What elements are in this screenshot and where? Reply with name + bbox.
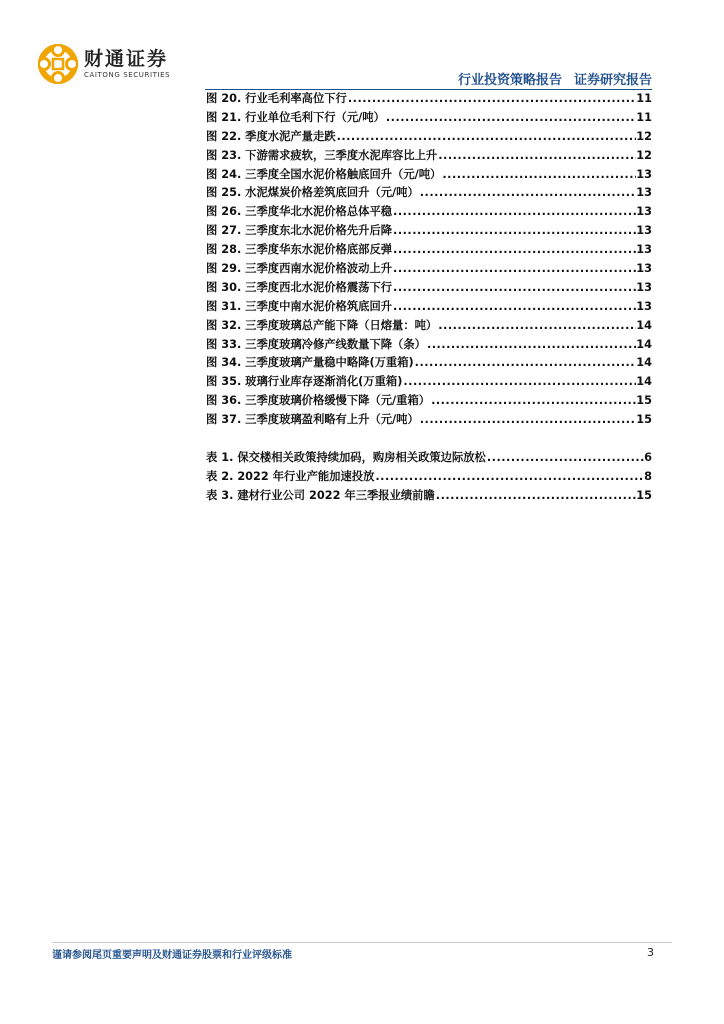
dot-leader <box>392 224 636 237</box>
figure-entry[interactable] <box>206 373 652 392</box>
dot-leader <box>437 319 636 332</box>
table-entry-label: 表 2. 2022 年行业产能加速投放 <box>206 469 375 483</box>
figure-entry-label: 图 29. 三季度西南水泥价格波动上升 <box>206 262 393 276</box>
dot-leader <box>414 356 637 369</box>
figure-entry-page: 15 <box>636 394 652 408</box>
dot-leader <box>392 281 636 294</box>
figure-entry[interactable] <box>206 317 652 336</box>
figure-entry[interactable] <box>206 184 652 203</box>
figure-entry-page: 14 <box>636 337 652 351</box>
figure-entry-page: 13 <box>636 243 652 257</box>
figure-entry-label: 图 33. 三季度玻璃冷修产线数量下降（条） <box>206 337 426 351</box>
page-number: 3 <box>647 946 654 959</box>
figure-entry-page: 13 <box>636 224 652 238</box>
figure-entry[interactable] <box>206 279 652 298</box>
dot-leader <box>392 300 636 313</box>
dot-leader <box>374 470 644 483</box>
figure-entry[interactable] <box>206 109 652 128</box>
figure-entry[interactable] <box>206 392 652 411</box>
report-type: 行业投资策略报告 <box>457 73 562 88</box>
figure-entry-page: 13 <box>636 186 652 200</box>
figure-entry[interactable] <box>206 147 652 166</box>
table-entry[interactable] <box>206 449 652 468</box>
dot-leader <box>419 413 637 426</box>
table-entry-page: 8 <box>644 469 652 483</box>
figure-entry-page: 15 <box>636 413 652 427</box>
figure-entry-page: 11 <box>636 110 652 124</box>
dot-leader <box>441 168 636 181</box>
figure-entry[interactable] <box>206 411 652 430</box>
figure-entry-page: 14 <box>636 318 652 332</box>
caitong-logo-icon <box>38 44 78 84</box>
figure-entry[interactable] <box>206 260 652 279</box>
figure-entry-label: 图 30. 三季度西北水泥价格震荡下行 <box>206 280 393 294</box>
figure-entry[interactable] <box>206 166 652 185</box>
figure-entry[interactable] <box>206 298 652 317</box>
dot-leader <box>385 111 636 124</box>
figure-entry-label: 图 28. 三季度华东水泥价格底部反弹 <box>206 243 393 257</box>
logo-chinese-name: 财通证券 <box>84 48 169 70</box>
table-entry-label: 表 3. 建材行业公司 2022 年三季报业绩前瞻 <box>206 488 435 502</box>
dot-leader <box>430 394 636 407</box>
figure-entry-page: 12 <box>636 129 652 143</box>
figure-entry-label: 图 37. 三季度玻璃盈利略有上升（元/吨） <box>206 413 419 427</box>
figure-entry[interactable] <box>206 336 652 355</box>
figure-entry-label: 图 21. 行业单位毛利下行（元/吨） <box>206 110 385 124</box>
dot-leader <box>402 375 636 388</box>
table-entry-label: 表 1. 保交楼相关政策持续加码，购房相关政策边际放松 <box>206 451 486 464</box>
figure-entry-label: 图 22. 季度水泥产量走跌 <box>206 129 336 143</box>
figure-entry[interactable] <box>206 241 652 260</box>
figure-entry-page: 11 <box>636 92 652 105</box>
dot-leader <box>419 186 637 199</box>
figure-entry-label: 图 31. 三季度中南水泥价格筑底回升 <box>206 299 393 313</box>
dot-leader <box>437 149 636 162</box>
figure-entry-page: 13 <box>636 299 652 313</box>
figure-entry[interactable] <box>206 354 652 373</box>
figure-entry-page: 13 <box>636 205 652 219</box>
figure-entry-page: 12 <box>636 148 652 162</box>
dot-leader <box>392 205 636 218</box>
table-list <box>206 449 652 506</box>
figure-entry-label: 图 20. 行业毛利率高位下行 <box>206 92 347 105</box>
dot-leader <box>336 130 637 143</box>
figure-entry-page: 14 <box>636 356 652 370</box>
dot-leader <box>435 489 636 502</box>
figure-entry-label: 图 26. 三季度华北水泥价格总体平稳 <box>206 205 393 219</box>
figure-entry-page: 14 <box>636 375 652 389</box>
dot-leader <box>347 92 636 105</box>
dot-leader <box>392 262 636 275</box>
footer-divider <box>52 942 672 943</box>
table-entry[interactable] <box>206 468 652 487</box>
table-entry[interactable] <box>206 487 652 506</box>
figure-entry-label: 图 23. 下游需求疲软，三季度水泥库容比上升 <box>206 148 438 162</box>
figure-entry-label: 图 27. 三季度东北水泥价格先升后降 <box>206 224 393 238</box>
table-entry-page: 15 <box>636 488 652 502</box>
dot-leader <box>486 451 644 464</box>
report-category: 证券研究报告 <box>573 73 652 88</box>
figure-entry-label: 图 32. 三季度玻璃总产能下降（日熔量：吨） <box>206 318 438 332</box>
dot-leader <box>426 338 636 351</box>
dot-leader <box>392 243 636 256</box>
table-entry-page: 6 <box>644 451 652 464</box>
figure-entry-page: 13 <box>636 262 652 276</box>
figure-list <box>206 90 652 430</box>
figure-entry[interactable] <box>206 203 652 222</box>
header-title <box>458 69 652 88</box>
figure-entry-label: 图 34. 三季度玻璃产量稳中略降(万重箱) <box>206 356 414 370</box>
figure-entry-label: 图 35. 玻璃行业库存逐渐消化(万重箱) <box>206 375 403 389</box>
figure-entry-page: 13 <box>636 280 652 294</box>
figure-entry-label: 图 36. 三季度玻璃价格缓慢下降（元/重箱） <box>206 394 431 408</box>
footer-disclaimer: 谨请参阅尾页重要声明及财通证券股票和行业评级标准 <box>52 950 292 961</box>
figure-entry[interactable] <box>206 128 652 147</box>
logo-english-name: CAITONG SECURITIES <box>84 71 171 79</box>
figure-entry[interactable] <box>206 222 652 241</box>
figure-entry-label: 图 25. 水泥煤炭价格差筑底回升（元/吨） <box>206 186 419 200</box>
caitong-logo <box>38 44 170 84</box>
figure-entry-label: 图 24. 三季度全国水泥价格触底回升（元/吨） <box>206 167 442 181</box>
figure-entry-page: 13 <box>636 167 652 181</box>
figure-entry[interactable] <box>206 90 652 109</box>
